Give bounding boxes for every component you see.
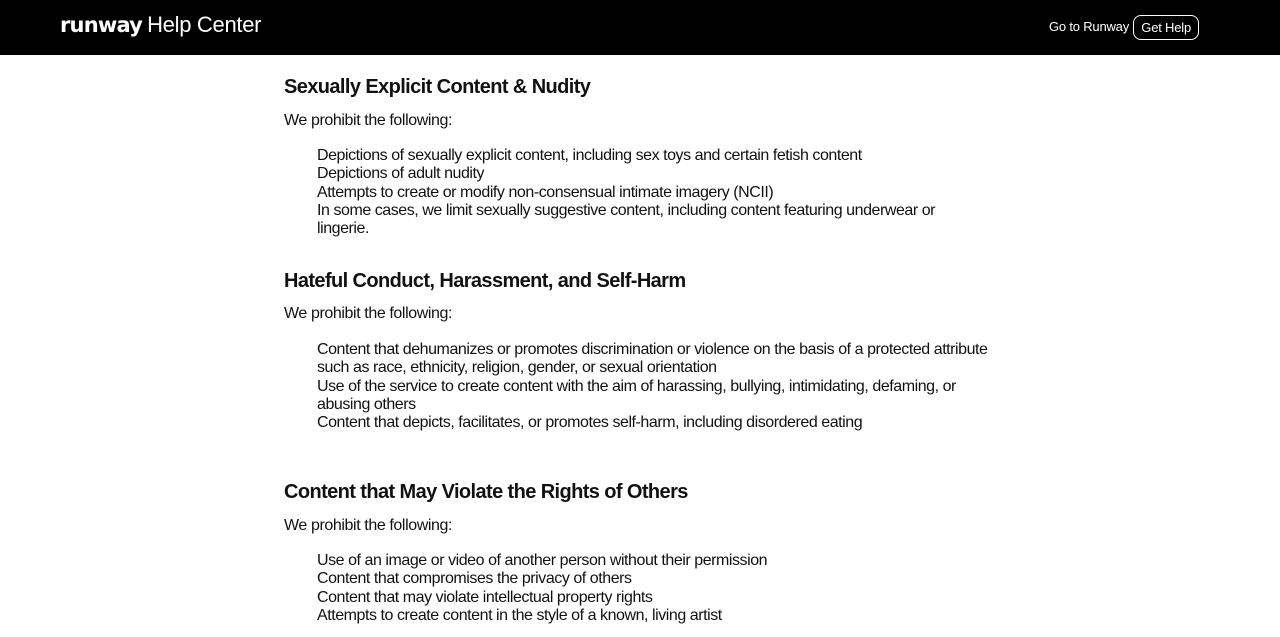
list-item: Depictions of sexually explicit content, including sex toys and certain fetish content bbox=[317, 147, 862, 164]
prohibited-list bbox=[317, 552, 989, 625]
list-item: Use of the service to create content with the aim of harassing, bullying, intimidating, defaming, or abusing others bbox=[317, 377, 956, 413]
section-title-rights-of-others: Content that May Violate the Rights of Others bbox=[284, 481, 688, 503]
list-item: Content that compromises the privacy of others bbox=[317, 570, 632, 588]
list-item: Use of an image or video of another person without their permission bbox=[317, 552, 768, 569]
section-intro: We prohibit the following: bbox=[284, 112, 453, 129]
section-intro: We prohibit the following: bbox=[284, 305, 453, 322]
logo-help-center-label: Help Center bbox=[147, 12, 262, 37]
list-item: Content that depicts, facilitates, or promotes self-harm, including disordered eating bbox=[317, 414, 863, 432]
prohibited-list bbox=[317, 341, 989, 432]
section-title-sexual-content: Sexually Explicit Content & Nudity bbox=[284, 76, 591, 98]
list-item: In some cases, we limit sexually suggestive content, including content featuring underwear or lingerie. bbox=[317, 201, 936, 238]
go-to-runway-link[interactable]: Go to Runway bbox=[1049, 19, 1129, 34]
section-intro: We prohibit the following: bbox=[284, 517, 453, 534]
list-item: Depictions of adult nudity bbox=[317, 165, 485, 183]
help-center-logo[interactable] bbox=[60, 12, 261, 42]
list-item: Attempts to create or modify non-consensual intimate imagery (NCII) bbox=[317, 183, 774, 201]
get-help-button[interactable]: Get Help bbox=[1133, 15, 1199, 40]
top-navigation-bar bbox=[0, 0, 1280, 55]
runway-logo-wordmark: runway bbox=[60, 13, 143, 37]
prohibited-list bbox=[317, 147, 989, 238]
section-title-hateful-conduct: Hateful Conduct, Harassment, and Self-Harm bbox=[284, 270, 686, 292]
list-item: Attempts to create content in the style of a known, living artist bbox=[317, 606, 722, 624]
list-item: Content that dehumanizes or promotes discrimination or violence on the basis of a protected attribute such as race, ethnicity, religion, gender, or sexual orientation bbox=[317, 341, 988, 377]
list-item: Content that may violate intellectual property rights bbox=[317, 588, 653, 606]
